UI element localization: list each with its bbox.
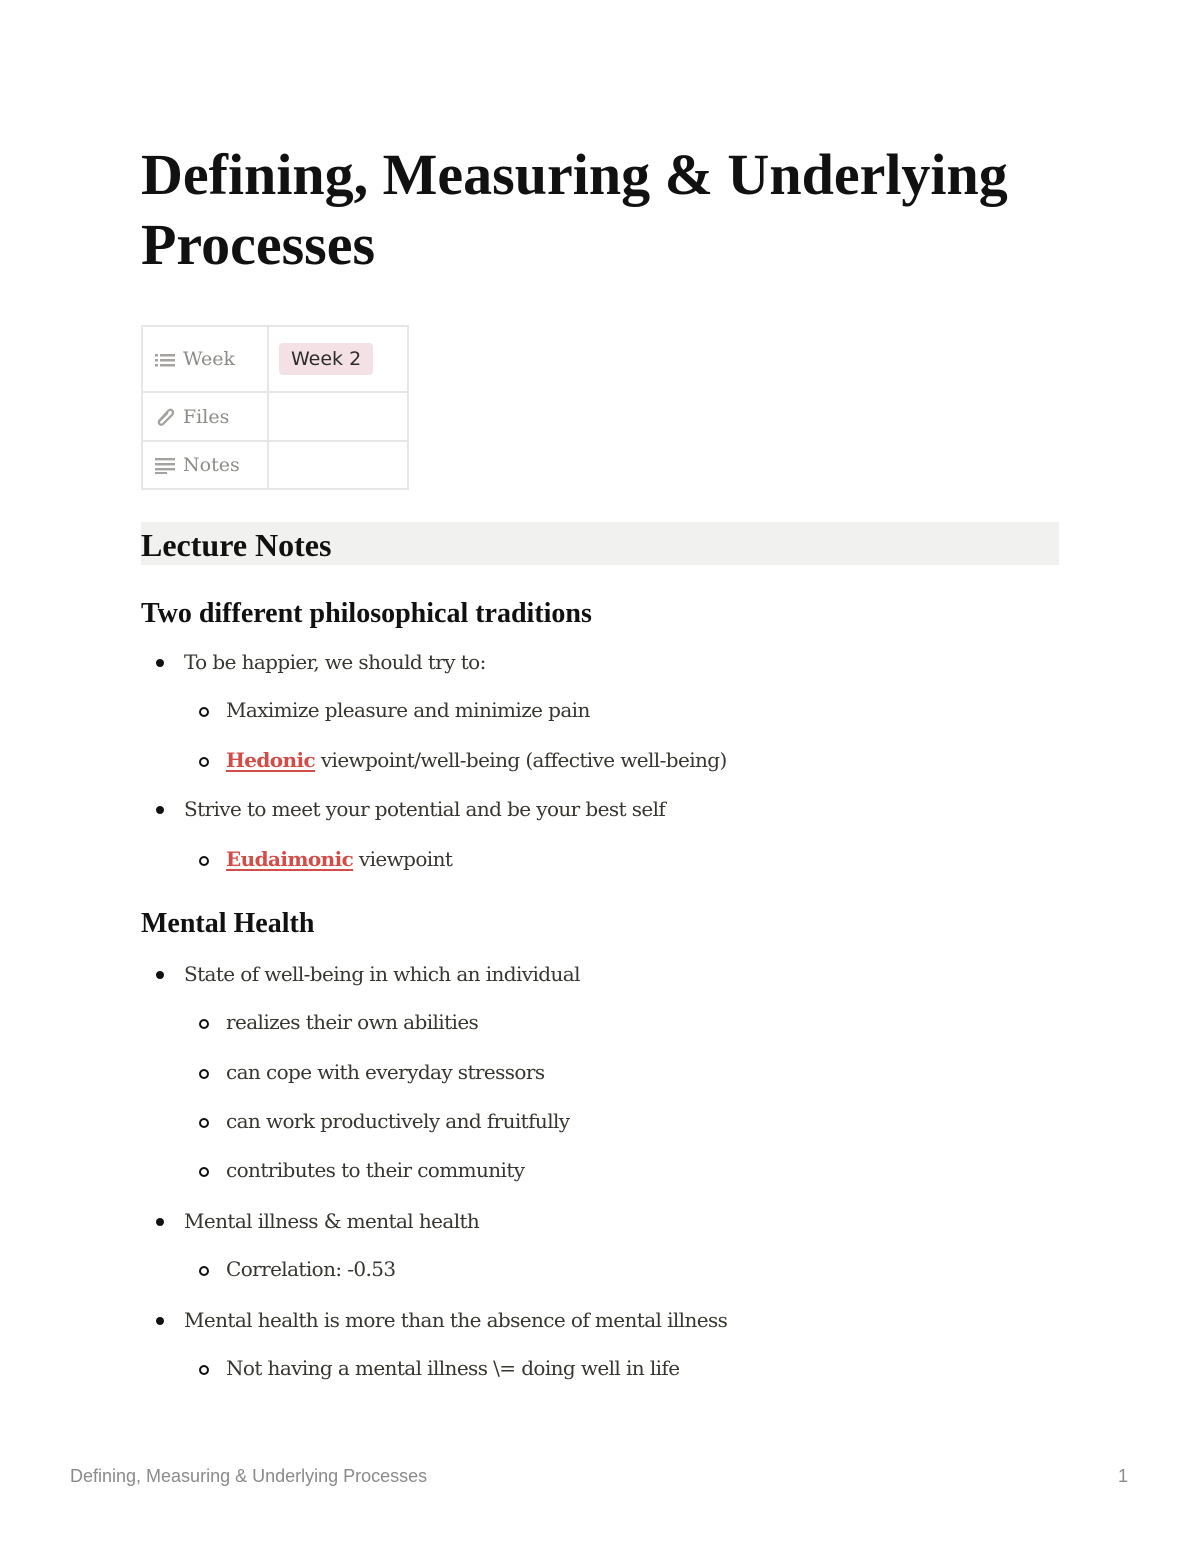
property-row-files	[142, 392, 408, 441]
list-icon	[155, 352, 175, 368]
sub-bullet-icon	[199, 707, 209, 717]
sub-bullet-icon	[199, 1019, 209, 1029]
sub-bullet-icon	[199, 1167, 209, 1177]
property-row-week	[142, 326, 408, 392]
bullet-icon	[156, 1317, 164, 1325]
list-item: Not having a mental illness \= doing well in life	[226, 1356, 680, 1380]
property-key-week[interactable]	[142, 326, 268, 392]
property-value-files[interactable]	[268, 392, 408, 441]
list-item: contributes to their community	[226, 1158, 525, 1182]
heading-lecture-notes: Lecture Notes	[141, 527, 332, 563]
list-item: State of well-being in which an individual	[184, 962, 580, 986]
page-title: Defining, Measuring & Underlying Processes	[141, 142, 1008, 277]
properties-table	[141, 325, 409, 490]
term-eudaimonic[interactable]: Eudaimonic	[226, 847, 354, 871]
list-item: Correlation: -0.53	[226, 1257, 396, 1281]
list-item: Mental illness & mental health	[184, 1209, 480, 1233]
bullet-icon	[156, 659, 164, 667]
property-value-week[interactable]	[268, 326, 408, 392]
list-item: Strive to meet your potential and be your best self	[184, 797, 666, 821]
sub-bullet-icon	[199, 1266, 209, 1276]
list-item	[226, 845, 452, 873]
footer-title: Defining, Measuring & Underlying Processes	[70, 1466, 428, 1486]
text-lines-icon	[155, 456, 175, 474]
property-row-notes	[142, 441, 408, 489]
page-number: 1	[1117, 1466, 1128, 1486]
heading-traditions: Two different philosophical traditions	[141, 598, 592, 629]
sub-bullet-icon	[199, 1069, 209, 1079]
list-item: can cope with everyday stressors	[226, 1060, 545, 1084]
property-key-files-label: Files	[183, 405, 230, 428]
property-key-notes-label: Notes	[183, 454, 240, 476]
list-item: Maximize pleasure and minimize pain	[226, 698, 590, 722]
property-key-notes[interactable]	[142, 441, 268, 489]
sub-bullet-icon	[199, 1118, 209, 1128]
sub-bullet-icon	[199, 856, 209, 866]
list-item: Mental health is more than the absence of mental illness	[184, 1308, 728, 1332]
week-tag[interactable]: Week 2	[279, 343, 373, 375]
property-value-notes[interactable]	[268, 441, 408, 489]
property-key-files[interactable]	[142, 392, 268, 441]
bullet-icon	[156, 971, 164, 979]
list-item-text: viewpoint/well-being (affective well-being)	[315, 748, 727, 772]
bullet-icon	[156, 806, 164, 814]
paperclip-icon	[155, 406, 175, 426]
list-item: can work productively and fruitfully	[226, 1109, 570, 1133]
heading-mental-health: Mental Health	[141, 908, 315, 939]
bullet-icon	[156, 1218, 164, 1226]
sub-bullet-icon	[199, 757, 209, 767]
list-item: realizes their own abilities	[226, 1010, 479, 1034]
list-item-text: viewpoint	[353, 847, 453, 871]
property-key-week-label: Week	[183, 348, 235, 370]
list-item: To be happier, we should try to:	[184, 650, 486, 674]
sub-bullet-icon	[199, 1365, 209, 1375]
list-item	[226, 746, 727, 774]
term-hedonic[interactable]: Hedonic	[226, 748, 316, 772]
